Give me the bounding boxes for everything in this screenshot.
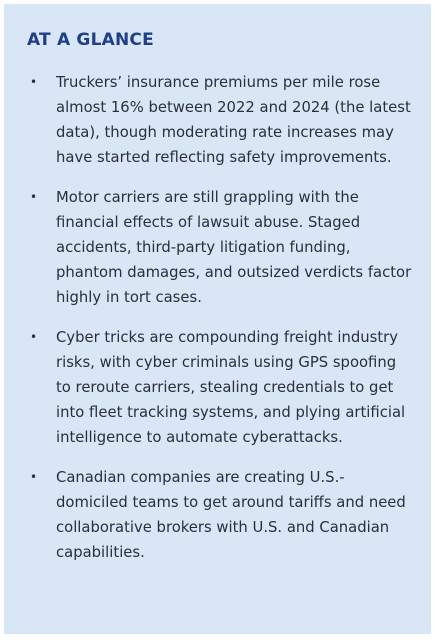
list-item-text: Canadian companies are creating U.S.-domiciled teams to get around tariffs and need collaborative brokers with U.S. and Canadian capabilities. xyxy=(56,469,406,561)
bullet-icon: • xyxy=(30,330,38,344)
list-item-text: Motor carriers are still grappling with the financial effects of lawsuit abuse. Staged accidents, third-party litigation funding, phantom damages, and outsized verdicts factor highly in tort cases. xyxy=(56,189,412,306)
bullet-icon: • xyxy=(30,470,38,484)
list-item-text: Cyber tricks are compounding freight industry risks, with cyber criminals using GPS spoofing to reroute carriers, stealing credentials to get into fleet tracking systems, and plying artificial intelligence to automate cyberattacks. xyxy=(56,329,406,446)
bullet-list xyxy=(4,70,431,565)
list-item xyxy=(4,185,431,310)
list-item xyxy=(4,325,431,450)
panel-heading: AT A GLANCE xyxy=(27,30,154,50)
at-a-glance-panel xyxy=(4,4,431,634)
bullet-icon: • xyxy=(30,75,38,89)
list-item-text: Truckers’ insurance premiums per mile rose almost 16% between 2022 and 2024 (the latest data), though moderating rate increases may have started reflecting safety improvements. xyxy=(56,74,411,166)
bullet-icon: • xyxy=(30,190,38,204)
list-item xyxy=(4,70,431,170)
list-item xyxy=(4,465,431,565)
